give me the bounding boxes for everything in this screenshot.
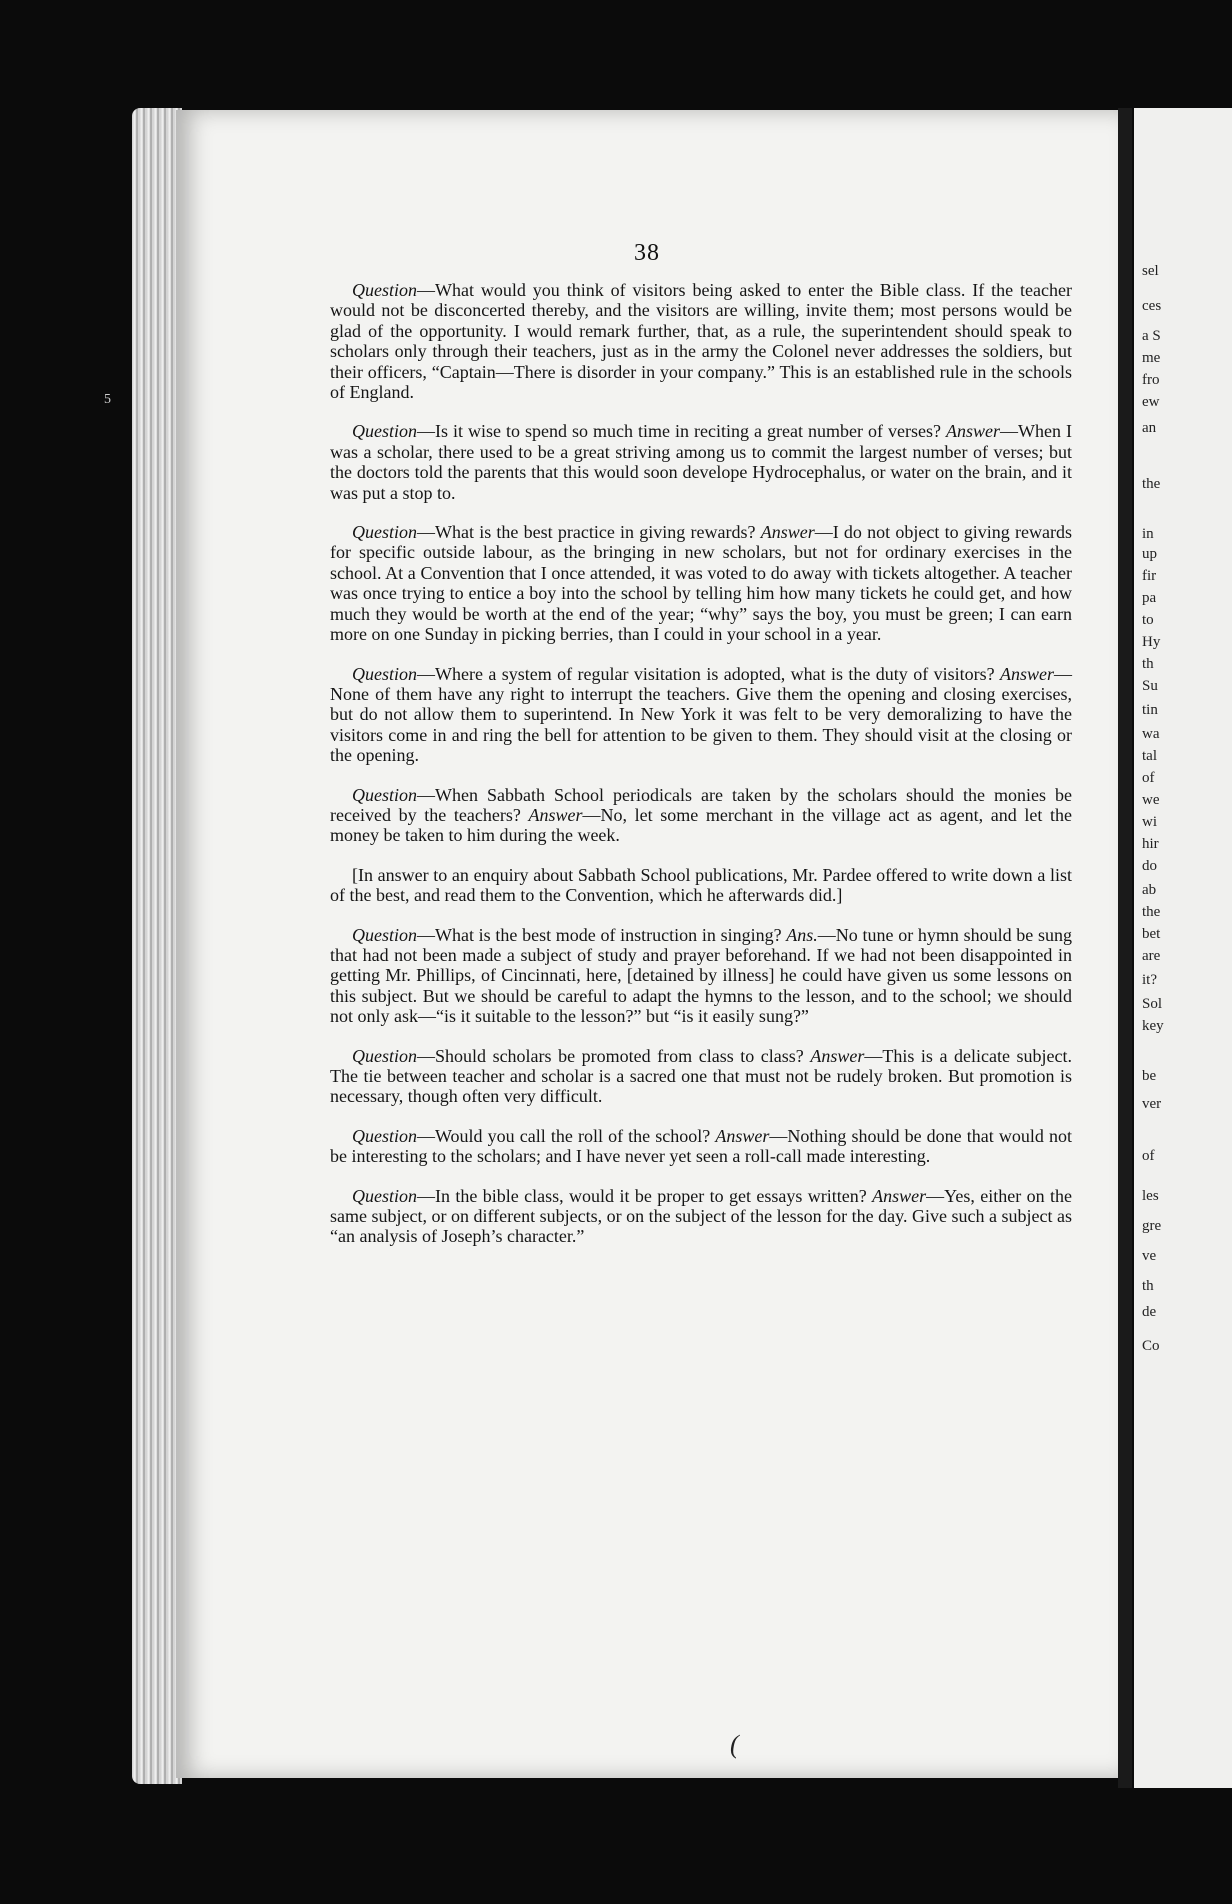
adjacent-text-fragment: ab	[1142, 882, 1157, 898]
adjacent-text-fragment: of	[1142, 1148, 1155, 1164]
adjacent-text-fragment: tin	[1142, 702, 1158, 718]
qa-label: Question	[352, 1125, 417, 1146]
adjacent-text-fragment: ew	[1142, 394, 1160, 410]
qa-label: Answer	[715, 1125, 770, 1146]
adjacent-text-fragment: pa	[1142, 590, 1157, 606]
adjacent-text-fragment: ver	[1142, 1096, 1162, 1112]
paragraph-text: [In answer to an enquiry about Sabbath School publications, Mr. Pardee offered to write down a list of the best, and read them to the Convention, which he afterwards did.]	[330, 864, 1072, 906]
paragraph-text: —What would you think of visitors being asked to enter the Bible class. If the teacher would not be disconcerted thereby, and the visitors are willing, invite them; most persons would be glad of the opportunity. I would remark further, that, as a rule, the superintendent should speak to scholars only through their teachers, just as in the army the Colonel never addresses the soldiers, but their officers, “Captain—There is disorder in your company.” This is an established rule in the schools of England.	[330, 280, 1072, 403]
page-text	[330, 280, 1072, 1266]
qa-label: Question	[352, 1045, 417, 1066]
adjacent-text-fragment: wa	[1142, 726, 1160, 742]
paragraph	[330, 1126, 1072, 1167]
adjacent-text-fragment: an	[1142, 420, 1157, 436]
adjacent-text-fragment: sel	[1142, 263, 1159, 279]
qa-label: Answer	[760, 522, 815, 543]
qa-label: Question	[352, 280, 417, 300]
adjacent-text-fragment: de	[1142, 1304, 1157, 1320]
adjacent-text-fragment: it?	[1142, 972, 1157, 988]
page-number: 38	[634, 240, 660, 266]
bottom-mark: (	[730, 1730, 739, 1759]
book-edge	[132, 108, 182, 1784]
adjacent-text-fragment: fro	[1142, 372, 1160, 388]
paragraph	[330, 280, 1072, 402]
paragraph	[330, 421, 1072, 503]
paragraph-text: —What is the best mode of instruction in singing?	[417, 924, 787, 945]
paragraph-text: —No tune or hymn should be sung that had not been made a subject of study and prayer beforehand. If we had not been disappointed in getting Mr. Phillips, of Cincinnati, here, [detained by illness] he could have given us some lessons on this subject. But we should be careful to adapt the hymns to the lesson, and to the school; we should not only ask—“is it suitable to the lesson?” but “is it easily sung?”	[330, 924, 1073, 1027]
paragraph-text: —When Sabbath School periodicals are taken by the scholars should the monies be received by the teachers?	[330, 784, 1072, 825]
paragraph-text: —Is it wise to spend so much time in reciting a great number of verses?	[417, 421, 946, 442]
paragraph-text: —Where a system of regular visitation is adopted, what is the duty of visitors?	[417, 663, 1000, 684]
adjacent-text-fragment: bet	[1142, 926, 1161, 942]
paragraph	[330, 785, 1072, 846]
paragraph-text: —None of them have any right to interrupt the teachers. Give them the opening and closing exercises, but do not allow them to superintend. In New York it was felt to be very demoralizing to have the visitors come in and ring the bell for attention to be given to them. They should visit at the closing or the opening.	[330, 663, 1072, 766]
book-page	[176, 110, 1118, 1778]
adjacent-text-fragment: a S	[1142, 328, 1161, 344]
adjacent-text-fragment: gre	[1142, 1218, 1162, 1234]
qa-label: Answer	[810, 1045, 865, 1066]
paragraph-text: —When I was a scholar, there used to be a great striving among us to commit the largest number of verses; but the doctors told the parents that this would soon develope Hydrocephalus, or water on the brain, and it was put a stop to.	[330, 421, 1072, 503]
adjacent-text-fragment: to	[1142, 612, 1154, 628]
adjacent-text-fragment: the	[1142, 476, 1161, 492]
paragraph-text: —I do not object to giving rewards for specific outside labour, as the bringing in new scholars, but not for ordinary exercises in the school. At a Convention that I once attended, it was voted to do away with tickets altogether. A teacher was once trying to entice a boy into the school by telling him how many tickets he could get, and how much they would be worth at the end of the year; “why” says the boy, you must be green; I can earn more on one Sunday in picking berries, than I could in your school in a year.	[330, 522, 1073, 645]
adjacent-text-fragment: do	[1142, 858, 1157, 874]
adjacent-text-fragment: Sol	[1142, 996, 1163, 1012]
qa-label: Question	[352, 1185, 417, 1206]
qa-label: Question	[352, 924, 417, 945]
paragraph	[330, 522, 1072, 644]
adjacent-text-fragment: up	[1142, 546, 1157, 562]
adjacent-text-fragment: key	[1142, 1018, 1164, 1034]
adjacent-text-fragment: the	[1142, 904, 1161, 920]
adjacent-text-fragment: are	[1142, 948, 1161, 964]
qa-label: Question	[352, 421, 417, 442]
qa-label: Question	[352, 522, 417, 543]
paragraph-text: —Should scholars be promoted from class to class?	[417, 1045, 811, 1066]
paragraph	[330, 865, 1072, 906]
qa-label: Answer	[1000, 663, 1054, 684]
adjacent-text-fragment: Co	[1142, 1338, 1160, 1354]
paragraph-text: —What is the best practice in giving rewards?	[417, 522, 761, 543]
adjacent-text-fragment: wi	[1142, 814, 1157, 830]
qa-label: Answer	[872, 1185, 927, 1206]
qa-label: Question	[352, 784, 417, 805]
adjacent-text-fragment: hir	[1142, 836, 1159, 852]
adjacent-page-edge	[1134, 108, 1232, 1788]
paragraph-text: —In the bible class, would it be proper to get essays written?	[417, 1185, 873, 1206]
adjacent-text-fragment: Su	[1142, 678, 1158, 694]
qa-label: Question	[352, 663, 417, 684]
adjacent-text-fragment: tal	[1142, 748, 1157, 764]
paragraph-text: —This is a delicate subject. The tie between teacher and scholar is a sacred one that must not be rudely broken. But promotion is necessary, though often very difficult.	[330, 1045, 1072, 1107]
page-gutter	[1118, 108, 1132, 1788]
paragraph-text: —Nothing should be done that would not be interesting to the scholars; and I have never yet seen a roll-call made interesting.	[330, 1125, 1072, 1167]
paragraph-text: —Would you call the roll of the school?	[417, 1125, 716, 1146]
adjacent-text-fragment: ve	[1142, 1248, 1157, 1264]
paragraph-text: —No, let some merchant in the village act as agent, and let the money be taken to him during the week.	[330, 804, 1072, 846]
adjacent-text-fragment: in	[1142, 526, 1154, 542]
qa-label: Answer	[946, 421, 1000, 442]
paragraph	[330, 925, 1072, 1027]
adjacent-text-fragment: of	[1142, 770, 1155, 786]
adjacent-text-fragment: Hy	[1142, 634, 1161, 650]
qa-label: Answer	[528, 804, 583, 825]
paragraph	[330, 1046, 1072, 1107]
paragraph-text: —Yes, either on the same subject, or on different subjects, or on the subject of the lesson for the day. Give such a subject as “an analysis of Joseph’s character.”	[330, 1185, 1073, 1247]
adjacent-text-fragment: ces	[1142, 298, 1162, 314]
adjacent-text-fragment: we	[1142, 792, 1160, 808]
adjacent-text-fragment: be	[1142, 1068, 1157, 1084]
adjacent-text-fragment: th	[1142, 656, 1154, 672]
adjacent-text-fragment: me	[1142, 350, 1161, 366]
margin-mark: 5	[104, 392, 111, 407]
paragraph	[330, 1186, 1072, 1247]
adjacent-text-fragment: les	[1142, 1188, 1159, 1204]
qa-label: Ans.	[786, 924, 818, 945]
adjacent-text-fragment: th	[1142, 1278, 1154, 1294]
paragraph	[330, 664, 1072, 766]
adjacent-text-fragment: fir	[1142, 568, 1157, 584]
